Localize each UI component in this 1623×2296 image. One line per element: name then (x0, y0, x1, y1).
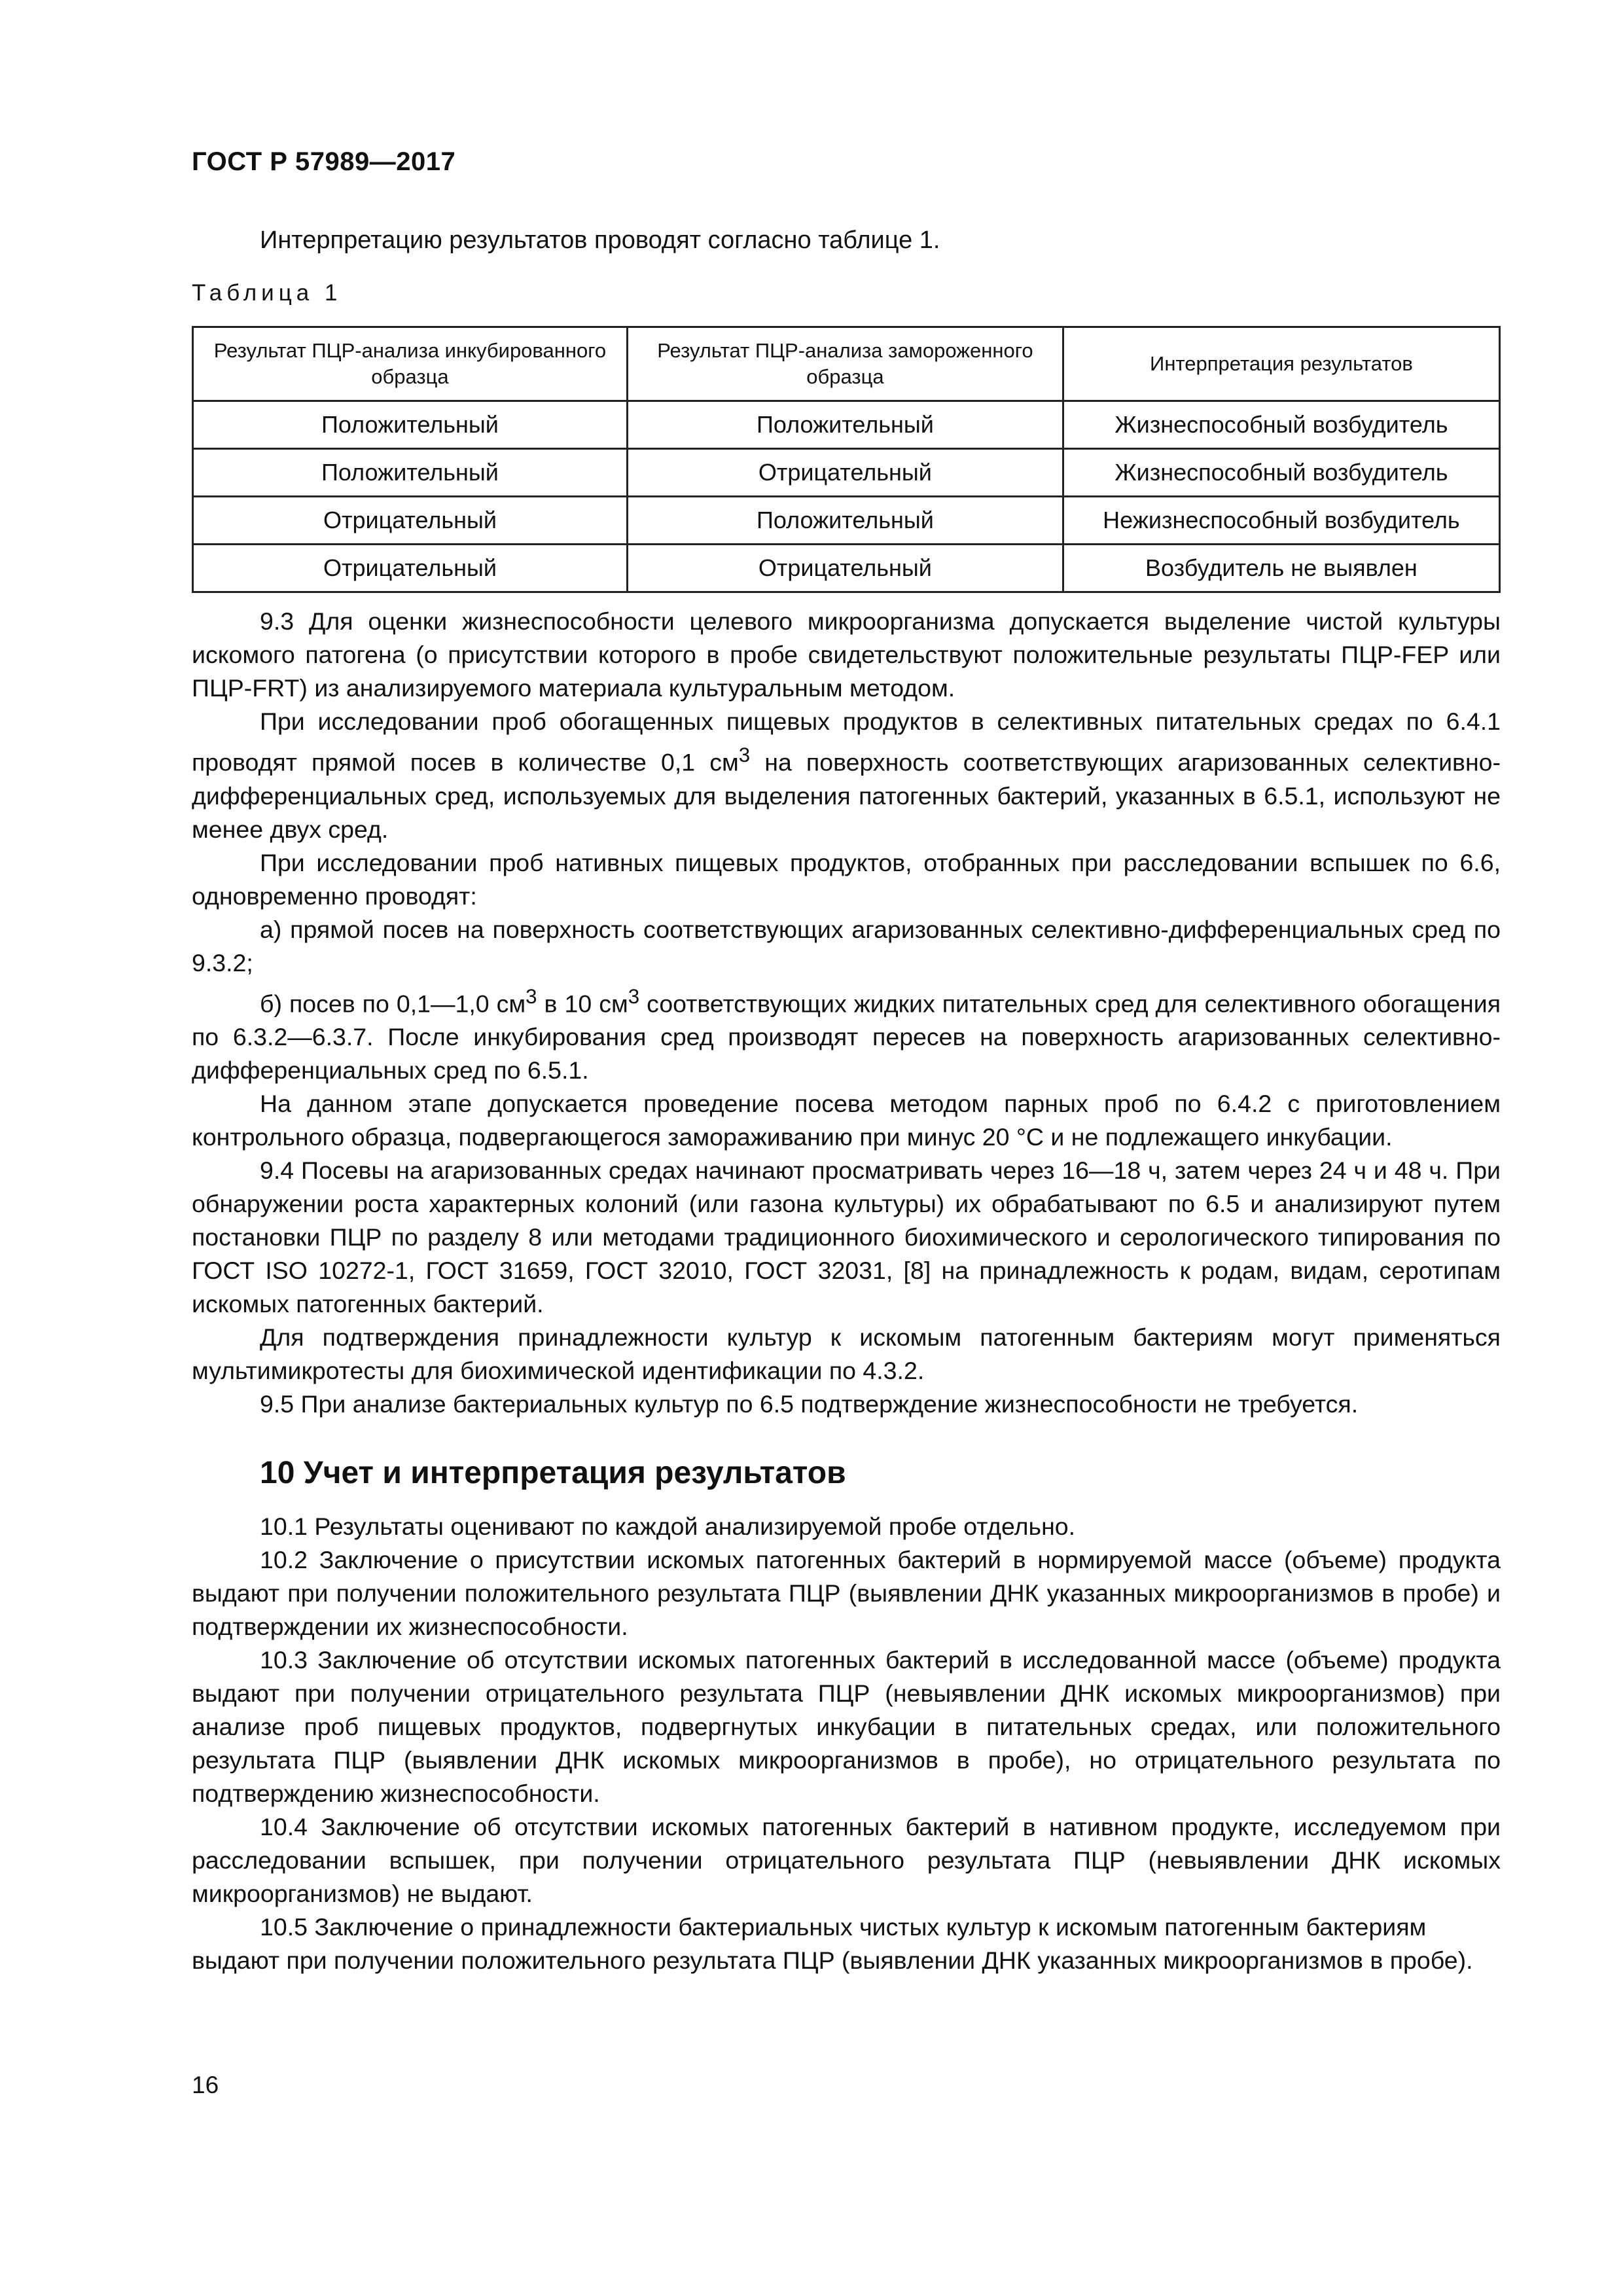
paragraph-9-3-enriched (192, 705, 1501, 846)
table-cell: Отрицательный (627, 545, 1063, 592)
header-frozen-result: Результат ПЦР-анализа замороженного образца (627, 327, 1063, 401)
paragraph-9-4: 9.4 Посевы на агаризованных средах начинают просматривать через 16—18 ч, затем через 24 ч и 48 ч. При обнаружении роста характерных колоний (или газона культуры) их обрабатывают по 6.5 и анализируют путем постановки ПЦР по разделу 8 или методами традиционного биохимического и серологического типирования по ГОСТ ISO 10272-1, ГОСТ 31659, ГОСТ 32010, ГОСТ 32031, [8] на принадлежность к родам, видам, серотипам искомых патогенных бактерий. (192, 1157, 1501, 1318)
document-id: ГОСТ Р 57989—2017 (192, 147, 456, 176)
page-number: 16 (192, 2072, 219, 2098)
table-row (193, 545, 1500, 592)
paragraph-9-3: 9.3 Для оценки жизнеспособности целевого микроорганизма допускается выделение чистой культуры искомого патогена (о присутствии которого в пробе свидетельствуют положительные результаты ПЦР-FEP или ПЦР-FRT) из анализируемого материала культуральным методом. (192, 607, 1501, 702)
document-body (192, 605, 1501, 1977)
table-cell: Отрицательный (193, 545, 628, 592)
paragraph-10-4: 10.4 Заключение об отсутствии искомых патогенных бактерий в нативном продукте, исследуемом при расследовании вспышек, при получении отрицательного результата ПЦР (невыявлении ДНК искомых микроорганизмов) не выдают. (192, 1813, 1501, 1907)
table-cell: Положительный (193, 401, 628, 449)
header-incubated-result: Результат ПЦР-анализа инкубированного образца (193, 327, 628, 401)
table-row (193, 449, 1500, 497)
text-fragment: При исследовании проб обогащенных пищевых продуктов в селективных питательных средах по 6.4.1 проводят прямой посев в количестве 0,1 см (192, 708, 1501, 776)
list-item-b (192, 980, 1501, 1088)
header-interpretation: Интерпретация результатов (1063, 327, 1499, 401)
superscript: 3 (526, 984, 537, 1008)
table-cell: Положительный (627, 497, 1063, 545)
section-heading: 10 Учет и интерпретация результатов (260, 1456, 846, 1490)
results-interpretation-table (192, 326, 1501, 593)
paragraph-9-5: 9.5 При анализе бактериальных культур по 6.5 подтверждение жизнеспособности не требуется. (260, 1390, 1359, 1418)
paragraph-10-1: 10.1 Результаты оценивают по каждой анализируемой пробе отдельно. (260, 1513, 1076, 1540)
table-cell: Жизнеспособный возбудитель (1063, 401, 1499, 449)
table-row (193, 497, 1500, 545)
table-cell: Возбудитель не выявлен (1063, 545, 1499, 592)
table-cell: Положительный (193, 449, 628, 497)
paragraph-9-4-confirm: Для подтверждения принадлежности культур к искомым патогенным бактериям могут применяться мультимикротесты для биохимической идентификации по 4.3.2. (192, 1323, 1501, 1384)
table-cell: Положительный (627, 401, 1063, 449)
text-fragment: соответствующих жидких питательных сред для селективного обогащения по 6.3.2—6.3.7. После инкубирования сред производят пересев на поверхность агаризованных селективно-дифференциальных сред по 6.5.1. (192, 990, 1501, 1084)
intro-paragraph: Интерпретацию результатов проводят согласно таблице 1. (260, 226, 940, 254)
superscript: 3 (628, 984, 640, 1008)
table-caption: Таблица 1 (192, 280, 342, 306)
paragraph-9-3-native: При исследовании проб нативных пищевых продуктов, отобранных при расследовании вспышек по 6.6, одновременно проводят: (192, 848, 1501, 910)
text-fragment: б) посев по 0,1—1,0 см (260, 990, 526, 1017)
text-fragment: в 10 см (537, 990, 628, 1017)
paragraph-10-5: 10.5 Заключение о принадлежности бактериальных чистых культур к искомым патогенным бактериям выдают при получении положительного результата ПЦР (выявлении ДНК указанных микроорганизмов в пробе). (192, 1913, 1473, 1974)
table-cell: Жизнеспособный возбудитель (1063, 449, 1499, 497)
table-cell: Отрицательный (627, 449, 1063, 497)
table-header-row (193, 327, 1500, 401)
table-row (193, 401, 1500, 449)
text-fragment: на поверхность соответствующих агаризованных селективно-дифференциальных сред, используемых для выделения патогенных бактерий, указанных в 6.5.1, используют не менее двух сред. (192, 748, 1501, 843)
paragraph-10-3: 10.3 Заключение об отсутствии искомых патогенных бактерий в исследованной массе (объеме) продукта выдают при получении отрицательного результата ПЦР (невыявлении ДНК искомых микроорганизмов) при анализе проб пищевых продуктов, подвергнутых инкубации в питательных средах, или положительного результата ПЦР (выявлении ДНК искомых микроорганизмов в пробе), но отрицательного результата по подтверждению жизнеспособности. (192, 1646, 1501, 1807)
list-item-a: а) прямой посев на поверхность соответствующих агаризованных селективно-дифференциальных сред по 9.3.2; (192, 915, 1501, 977)
table-cell: Нежизнеспособный возбудитель (1063, 497, 1499, 545)
table-cell: Отрицательный (193, 497, 628, 545)
paragraph-10-2: 10.2 Заключение о присутствии искомых патогенных бактерий в нормируемой массе (объеме) продукта выдают при получении положительного результата ПЦР (выявлении ДНК указанных микроорганизмов в пробе) и подтверждении их жизнеспособности. (192, 1546, 1501, 1640)
superscript: 3 (738, 744, 751, 766)
paragraph-9-3-paired: На данном этапе допускается проведение посева методом парных проб по 6.4.2 с приготовлением контрольного образца, подвергающегося замораживанию при минус 20 °С и не подлежащего инкубации. (192, 1090, 1501, 1151)
